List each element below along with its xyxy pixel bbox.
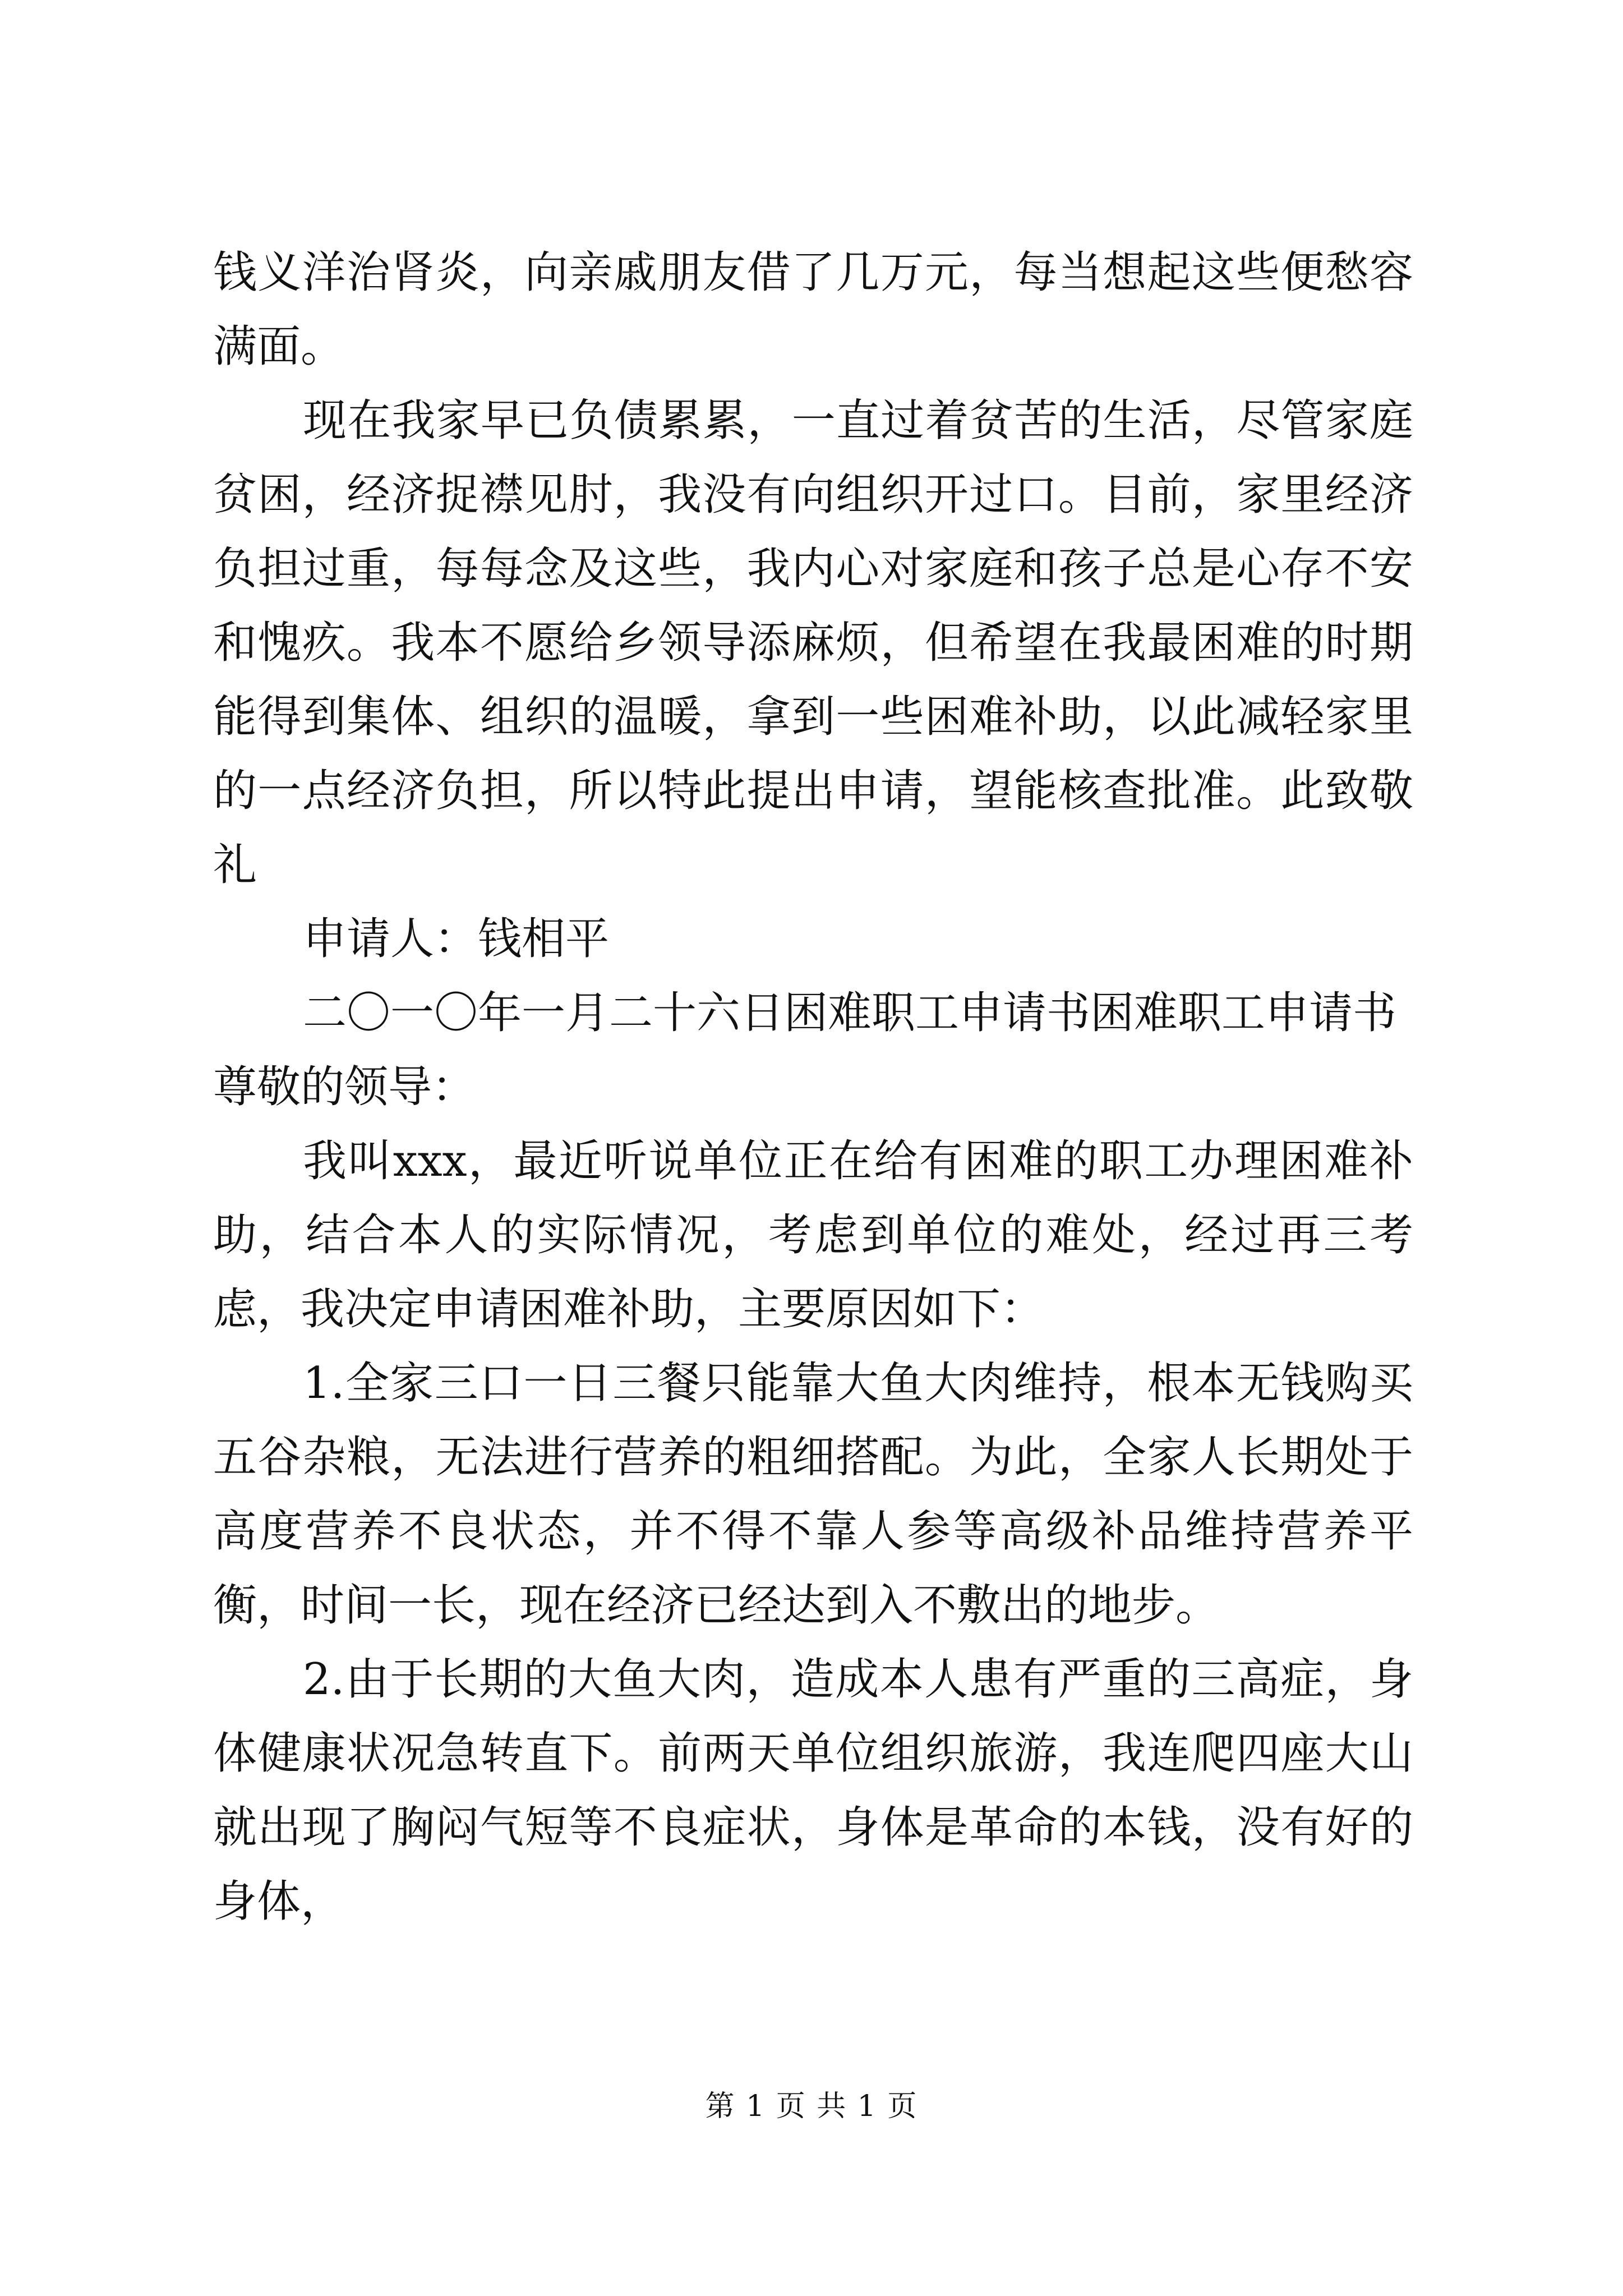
- paragraph-1: 钱义洋治肾炎，向亲戚朋友借了几万元，每当想起这些便愁容满面。: [213, 247, 1413, 372]
- reason-2: 2.由于长期的大鱼大肉，造成本人患有严重的三高症，身体健康状况急转直下。前两天单位组织旅游，我连爬四座大山就出现了胸闷气短等不良症状，身体是革命的本钱，没有好的身体，: [213, 1654, 1413, 1927]
- document-body: [213, 236, 1413, 1939]
- reason-1: 1.全家三口一日三餐只能靠大鱼大肉维持，根本无钱购买五谷杂粮，无法进行营养的粗细搭配。为此，全家人长期处于高度营养不良状态，并不得不靠人参等高级补品维持营养平衡，时间一长，现在经济已经达到入不敷出的地步。: [213, 1358, 1413, 1631]
- page-number-footer: 第 1 页 共 1 页: [705, 2090, 918, 2123]
- salutation: 尊敬的领导：: [213, 1062, 476, 1112]
- paragraph-intro: 我叫xxx，最近听说单位正在给有困难的职工办理困难补助，结合本人的实际情况，考虑到单位的难处，经过再三考虑，我决定申请困难补助，主要原因如下：: [213, 1136, 1413, 1335]
- paragraph-2: 现在我家早已负债累累，一直过着贫苦的生活，尽管家庭贫困，经济捉襟见肘，我没有向组织开过口。目前，家里经济负担过重，每每念及这些，我内心对家庭和孩子总是心存不安和愧疚。我本不愿给乡领导添麻烦，但希望在我最困难的时期能得到集体、组织的温暖，拿到一些困难补助，以此减轻家里的一点经济负担，所以特此提出申请，望能核查批准。此致敬礼: [213, 395, 1413, 890]
- date-and-title-line: 二〇一〇年一月二十六日困难职工申请书困难职工申请书: [303, 988, 1397, 1038]
- applicant-line: 申请人：钱相平: [303, 914, 610, 964]
